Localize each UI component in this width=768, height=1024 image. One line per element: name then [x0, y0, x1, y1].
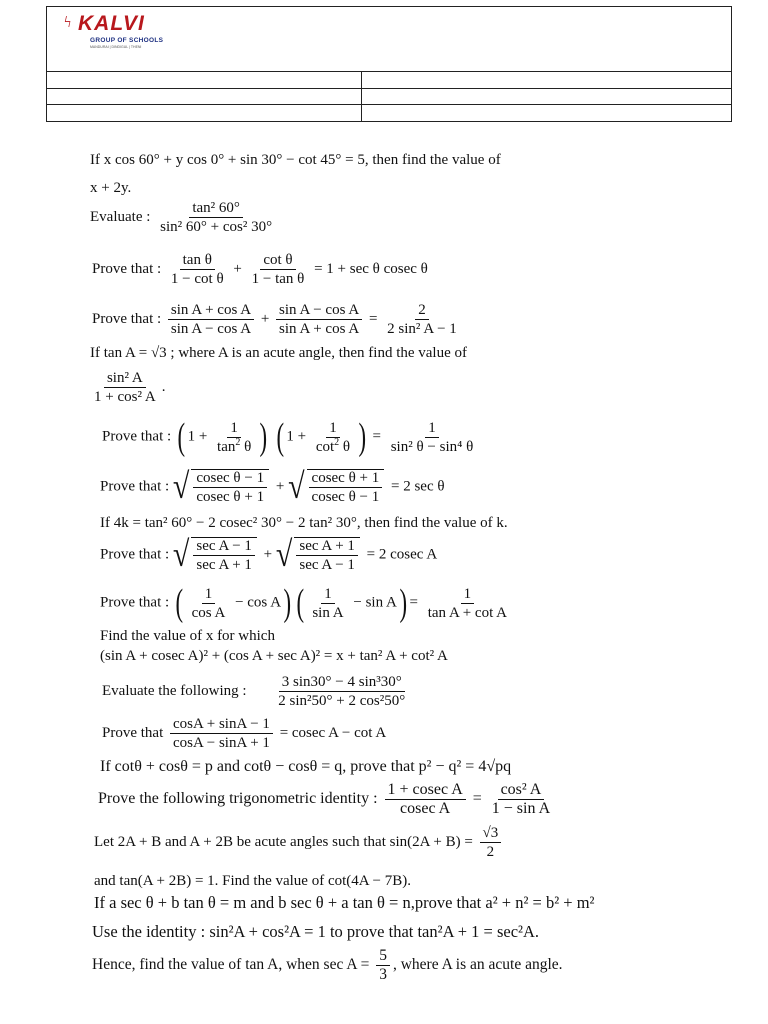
fraction: $\frac{\text{sin² A}}{\text{1 + cos² A}}$ — [94, 370, 156, 405]
question-8: If 4k = tan² 60° − 2 cosec² 30° − 2 tan² 30°, then find the value of k. — [100, 515, 508, 531]
fraction: $\frac{2}{\text{2 sin² A − 1}}$ — [387, 302, 457, 337]
question-17: If a sec θ + b tan θ = m and b sec θ + a tan θ = n,prove that a² + n² = b² + m² — [94, 893, 595, 912]
question-1-cont: x + 2y. — [90, 180, 132, 196]
question-5-fraction: $\frac{\text{sin² A}}{\text{1 + cos² A}}$ . — [88, 370, 165, 405]
fraction: $\frac{\text{sin A − cos A}}{\text{sin A + cos A}}$ — [276, 302, 362, 337]
fraction: $\frac{\text{cosec θ + 1}}{\text{cosec θ − 1}}$ — [307, 469, 385, 505]
question-9: Prove that : √ $\frac{\text{sec A − 1}}{\text{sec A + 1}}$ + √ $\frac{\text{sec A + 1}}{\text{sec A − 1}}$ = 2 cosec A — [100, 534, 438, 575]
fraction: $\frac{\text{sin A + cos A}}{\text{sin A − cos A}}$ — [168, 302, 254, 337]
question-14: If cotθ + cosθ = p and cotθ − cosθ = q, prove that p² − q² = 4√pq — [100, 758, 512, 775]
question-18: Use the identity : sin²A + cos²A = 1 to prove that tan²A + 1 = sec²A. — [92, 922, 539, 941]
question-3: Prove that : $\frac{\text{tan θ}}{\text{1 − cot θ}}$ + $\frac{\text{cot θ}}{\text{1 − tan θ}}$ = 1 + sec θ cosec θ — [92, 252, 428, 287]
fraction: $\frac{5}{3}$ — [376, 948, 390, 983]
header-column-divider — [361, 71, 362, 121]
fraction: $\frac{\text{tan θ}}{\text{1 − cot θ}}$ — [170, 252, 224, 287]
question-19: Hence, find the value of tan A, when sec A = $\frac{5}{3}$ , where A is an acute angle. — [92, 947, 563, 983]
kalvi-logo — [66, 12, 180, 50]
fraction: $\frac{√3}{2}$ — [480, 825, 502, 860]
question-16-cont: and tan(A + 2B) = 1. Find the value of cot(4A − 7B). — [94, 873, 411, 889]
fraction: $\frac{1}{\text{sin A}}$ — [312, 585, 344, 621]
question-4: Prove that : $\frac{\text{sin A + cos A}}{\text{sin A − cos A}}$ + $\frac{\text{sin A − cos A}}{\text{sin A + cos A}}$ = $\frac{2}{\text{2 sin² A − 1}}$ — [92, 302, 463, 337]
question-1: If x cos 60° + y cos 0° + sin 30° − cot 45° = 5, then find the value of — [90, 152, 501, 168]
question-11-cont: (sin A + cosec A)² + (cos A + sec A)² = x + tan² A + cot² A — [100, 648, 448, 664]
fraction: $\frac{\text{tan² 60°}}{\text{sin² 60° + cos² 30°}}$ — [160, 200, 273, 235]
question-11: Find the value of x for which — [100, 628, 275, 644]
question-16: Let 2A + B and A + 2B be acute angles such that sin(2A + B) = $\frac{√3}{2}$ — [94, 825, 504, 860]
logo-tagline: MANDURAI | DINDIGUL | THENI — [90, 45, 142, 49]
logo-subtitle: GROUP OF SCHOOLS — [90, 37, 164, 44]
logo-name: KALVI — [78, 12, 145, 35]
logo-mark-icon: ϟ — [64, 14, 72, 31]
question-13: Prove that $\frac{\cos A + \sin A - 1}{\cos A - \sin A + 1}$ = cosec A − cot A — [102, 716, 387, 751]
header-divider — [46, 88, 732, 89]
fraction: $\frac{\text{sec A + 1}}{\text{sec A − 1}}$ — [294, 537, 360, 573]
fraction: $\frac{\text{cosec θ − 1}}{\text{cosec θ + 1}}$ — [191, 469, 269, 505]
header-divider — [46, 71, 732, 72]
fraction: $\frac{\cos A + \sin A - 1}{\cos A - \sin A + 1}$ — [170, 716, 273, 751]
question-12: Evaluate the following : $\frac{\text{3 sin30° − 4 sin³30°}}{\text{2 sin²50° + 2 cos²50°}}$ — [102, 674, 411, 709]
question-6: Prove that : ( 1 + $\frac{1}{\tan^2 \theta}$ ) ( 1 + $\frac{1}{\cot^2 \theta}$ ) = $\frac{1}{\text{sin² θ − sin⁴ θ}}$ — [102, 418, 479, 456]
fraction: $\frac{\text{cot θ}}{\text{1 − tan θ}}$ — [251, 252, 305, 287]
fraction: $\frac{\text{3 sin30° − 4 sin³30°}}{\text{2 sin²50° + 2 cos²50°}}$ — [278, 674, 406, 709]
fraction: $\frac{1}{\cot^2 \theta}$ — [315, 419, 351, 455]
question-7: Prove that : √ $\frac{\text{cosec θ − 1}}{\text{cosec θ + 1}}$ + √ $\frac{\text{cosec θ + 1}}{\text{cosec θ − 1}}$ = 2 sec θ — [100, 466, 445, 507]
fraction: $\frac{\text{sec A − 1}}{\text{sec A + 1}}$ — [191, 537, 257, 573]
question-10: Prove that : ( $\frac{1}{\text{cos A}}$ − cos A) ( $\frac{1}{\text{sin A}}$ − sin A) = $\frac{1}{\text{tan A + cot A}}$ — [100, 584, 513, 622]
header-divider — [46, 104, 732, 105]
fraction: $\frac{1}{\text{tan A + cot A}}$ — [427, 585, 508, 621]
fraction: $\frac{\text{1 + cosec A}}{\text{cosec A}}$ — [385, 782, 466, 817]
fraction: $\frac{1}{\text{cos A}}$ — [191, 585, 226, 621]
question-5: If tan A = √3 ; where A is an acute angle, then find the value of — [90, 345, 467, 361]
question-15: Prove the following trigonometric identity : $\frac{\text{1 + cosec A}}{\text{cosec A}}$ = $\frac{\text{cos² A}}{\text{1 − sin A}}$ — [98, 782, 556, 817]
question-2: Evaluate : $\frac{\text{tan² 60°}}{\text{sin² 60° + cos² 30°}}$ — [90, 200, 278, 235]
fraction: $\frac{\text{cos² A}}{\text{1 − sin A}}$ — [491, 781, 551, 817]
fraction: $\frac{1}{\tan^2 \theta}$ — [217, 419, 252, 455]
fraction: $\frac{1}{\text{sin² θ − sin⁴ θ}}$ — [390, 419, 474, 455]
